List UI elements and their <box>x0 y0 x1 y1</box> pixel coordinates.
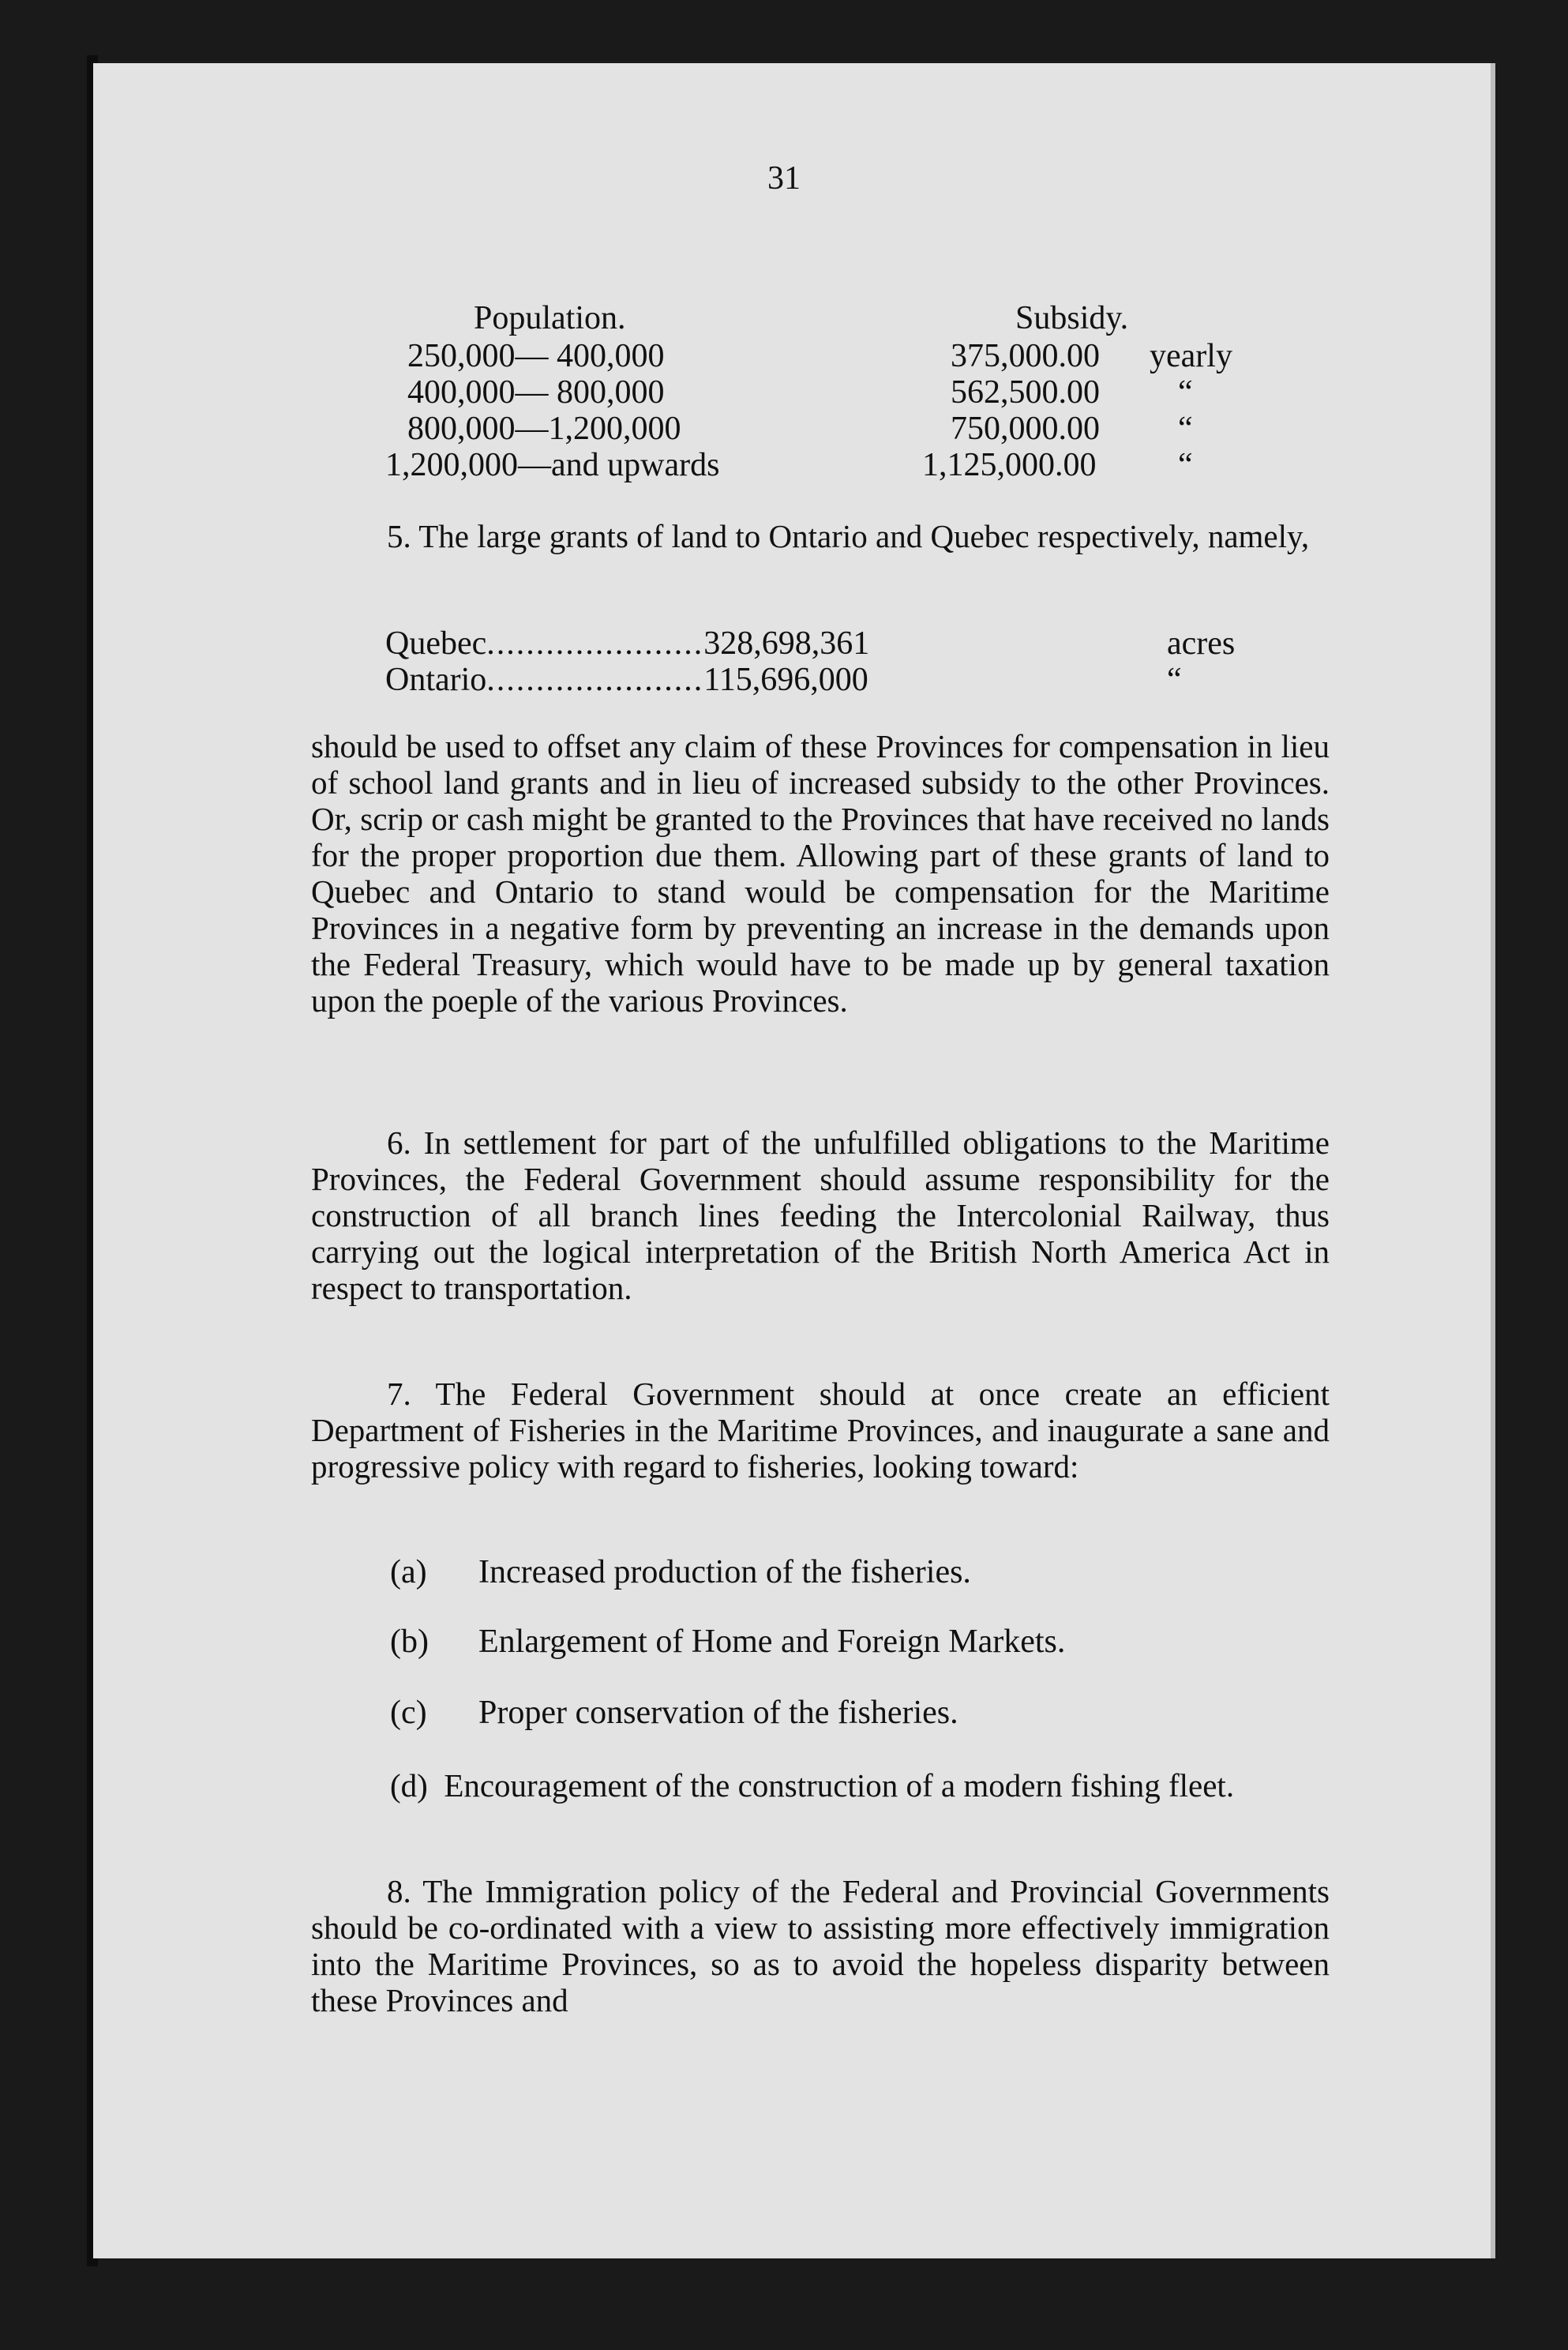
population-header: Population. <box>474 300 626 336</box>
population-cell: 250,000— 400,000 <box>407 338 665 374</box>
population-cell: 1,200,000—and upwards <box>385 447 720 483</box>
leader-dots: ...................... <box>486 662 704 698</box>
page-number: 31 <box>767 160 801 197</box>
land-row-ontario <box>385 662 868 698</box>
subsidy-cell: 750,000.00 <box>951 411 1100 447</box>
item-c-text: Proper conservation of the fisheries. <box>478 1695 958 1731</box>
land-row-quebec <box>385 625 869 662</box>
ditto-mark: “ <box>1178 374 1193 411</box>
land-acres: 328,698,361 <box>703 625 870 662</box>
subsidy-cell: 375,000.00 <box>951 338 1100 374</box>
item-d-text: Encouragement of the construction of a modern fishing fleet. <box>444 1767 1235 1804</box>
subsidy-header: Subsidy. <box>1015 300 1129 336</box>
item-b-text: Enlargement of Home and Foreign Markets. <box>478 1624 1066 1660</box>
land-unit: acres <box>1167 625 1236 662</box>
item-a-text: Increased production of the fisheries. <box>478 1554 971 1590</box>
subsidy-note: yearly <box>1150 338 1232 374</box>
ditto-mark: “ <box>1178 411 1193 447</box>
paragraph-8: 8. The Immigration policy of the Federal and Provincial Governments should be co-ordinated with a view to assisting more effectively immigration into the Maritime Provinces, so as to avoid the hopeless disparity between these Provinces and <box>311 1873 1330 2018</box>
land-name: Ontario <box>385 662 487 698</box>
paragraph-7: 7. The Federal Government should at once create an efficient Department of Fisheries in the Maritime Provinces, and inaugurate a sane and progressive policy with regard to fisheries, looking toward: <box>311 1376 1330 1485</box>
ditto-mark: “ <box>1178 447 1193 483</box>
land-acres: 115,696,000 <box>703 662 868 698</box>
item-d <box>311 1767 1330 1804</box>
subsidy-cell: 562,500.00 <box>951 374 1100 411</box>
leader-dots: ...................... <box>486 625 704 662</box>
paragraph-6: 6. In settlement for part of the unfulfilled obligations to the Maritime Provinces, the Federal Government should assume responsibility for the construction of all branch lines feeding the Intercolonial Railway, thus carrying out the logical interpretation of the British North America Act in respect to transportation. <box>311 1124 1330 1306</box>
item-d-label: (d) <box>390 1767 428 1804</box>
item-b-label: (b) <box>390 1624 429 1660</box>
paragraph-5: 5. The large grants of land to Ontario and Quebec respectively, namely, <box>387 518 1310 554</box>
ditto-mark: “ <box>1167 662 1182 698</box>
item-a-label: (a) <box>390 1554 427 1590</box>
population-cell: 800,000—1,200,000 <box>407 411 681 447</box>
subsidy-cell: 1,125,000.00 <box>922 447 1097 483</box>
land-name: Quebec <box>385 625 487 662</box>
paragraph-5-continued: should be used to offset any claim of these Provinces for compensation in lieu of school land grants and in lieu of increased subsidy to the other Provinces. Or, scrip or cash might be granted to the Provinces that have received no lands for the proper proportion due them. Allowing part of these grants of land to Quebec and Ontario to stand would be compensation for the Maritime Provinces in a negative form by preventing an increase in the demands upon the Federal Treasury, which would have to be made up by general taxation upon the poeple of the various Provinces. <box>311 728 1330 1019</box>
item-c-label: (c) <box>390 1695 427 1731</box>
population-cell: 400,000— 800,000 <box>407 374 665 411</box>
